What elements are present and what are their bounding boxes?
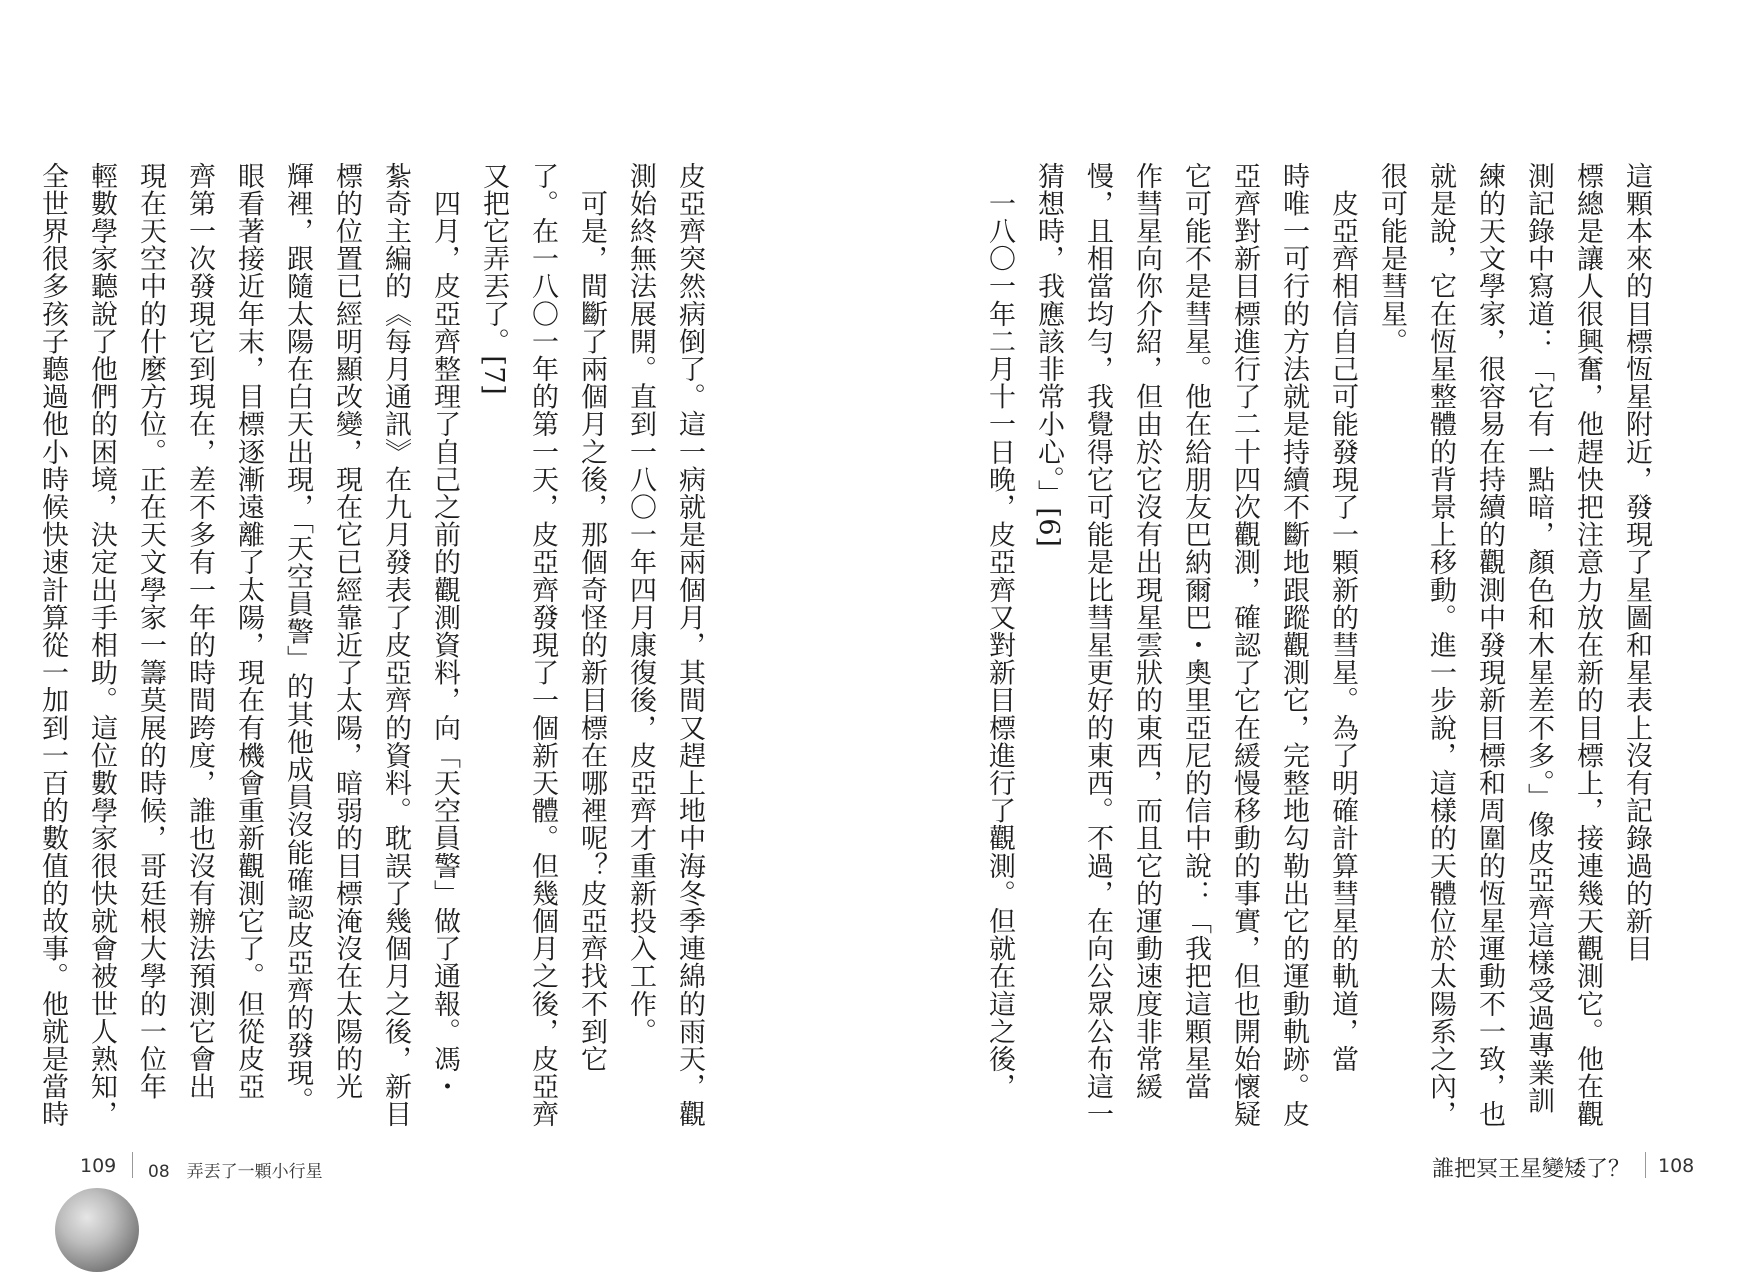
text-column: 又把它弄丟了。[7] <box>478 162 509 396</box>
text-column: 皮亞齊突然病倒了。這一病就是兩個月，其間又趕上地中海冬季連綿的雨天，觀 <box>674 162 705 1128</box>
text-column: 輕數學家聽說了他們的困境，決定出手相助。這位數學家很快就會被世人熟知， <box>86 162 117 1128</box>
text-column: 齊第一次發現它到現在，差不多有一年的時間跨度，誰也沒有辦法預測它會出 <box>184 162 215 1101</box>
text-column: 紮奇主編的《每月通訊》在九月發表了皮亞齊的資料。耽誤了幾個月之後，新目 <box>380 162 411 1128</box>
text-column: 很可能是彗星。 <box>1376 162 1407 356</box>
chapter-label: 08 弄丟了一顆小行星 <box>148 1162 323 1182</box>
text-column: 練的天文學家，很容易在持續的觀測中發現新目標和周圍的恆星運動不一致，也 <box>1474 162 1505 1128</box>
text-column: 了。在一八〇一年的第一天，皮亞齊發現了一個新天體。但幾個月之後，皮亞齊 <box>527 162 558 1128</box>
text-column: 四月，皮亞齊整理了自己之前的觀測資料，向「天空員警」做了通報。馮・ <box>429 162 460 1101</box>
page-number-left: 109 <box>80 1155 117 1177</box>
text-column: 皮亞齊相信自己可能發現了一顆新的彗星。為了明確計算彗星的軌道，當 <box>1327 162 1358 1073</box>
text-column: 可是，間斷了兩個月之後，那個奇怪的新目標在哪裡呢？皮亞齊找不到它 <box>576 162 607 1073</box>
footer-divider <box>1645 1152 1646 1178</box>
text-column: 作彗星向你介紹，但由於它沒有出現星雲狀的東西，而且它的運動速度非常緩 <box>1131 162 1162 1101</box>
text-column: 全世界很多孩子聽過他小時候快速計算從一加到一百的數值的故事。他就是當時 <box>37 162 68 1128</box>
text-column: 就是說，它在恆星整體的背景上移動。進一步說，這樣的天體位於太陽系之內， <box>1425 162 1456 1128</box>
text-column: 現在天空中的什麼方位。正在天文學家一籌莫展的時候，哥廷根大學的一位年 <box>135 162 166 1101</box>
book-title: 誰把冥王星變矮了？ <box>1432 1157 1631 1182</box>
text-column: 一八〇一年二月十一日晚，皮亞齊又對新目標進行了觀測。但就在這之後， <box>984 162 1015 1101</box>
text-column: 輝裡，跟隨太陽在白天出現，「天空員警」的其他成員沒能確認皮亞齊的發現。 <box>282 162 313 1115</box>
text-column: 眼看著接近年末，目標逐漸遠離了太陽，現在有機會重新觀測它了。但從皮亞 <box>233 162 264 1101</box>
text-column: 慢，且相當均勻，我覺得它可能是比彗星更好的東西。不過，在向公眾公布這一 <box>1082 162 1113 1128</box>
text-column: 測始終無法展開。直到一八〇一年四月康復後，皮亞齊才重新投入工作。 <box>625 162 656 1046</box>
text-column: 它可能不是彗星。他在給朋友巴納爾巴・奧里亞尼的信中說：「我把這顆星當 <box>1180 162 1211 1101</box>
page-number-right: 108 <box>1658 1155 1695 1177</box>
text-column: 這顆本來的目標恆星附近，發現了星圖和星表上沒有記錄過的新目 <box>1621 162 1652 963</box>
text-column: 時唯一可行的方法就是持續不斷地跟蹤觀測它，完整地勾勒出它的運動軌跡。皮 <box>1278 162 1309 1128</box>
text-column: 標的位置已經明顯改變，現在它已經靠近了太陽，暗弱的目標淹沒在太陽的光 <box>331 162 362 1101</box>
planet-icon <box>55 1188 139 1272</box>
text-column: 標總是讓人很興奮，他趕快把注意力放在新的目標上，接連幾天觀測它。他在觀 <box>1572 162 1603 1128</box>
text-column: 猜想時，我應該非常小心。」[6] <box>1033 162 1064 548</box>
text-column: 亞齊對新目標進行了二十四次觀測，確認了它在緩慢移動的事實，但也開始懷疑 <box>1229 162 1260 1128</box>
text-column: 測記錄中寫道：「它有一點暗，顏色和木星差不多。」像皮亞齊這樣受過專業訓 <box>1523 162 1554 1115</box>
footer-divider <box>132 1152 133 1178</box>
